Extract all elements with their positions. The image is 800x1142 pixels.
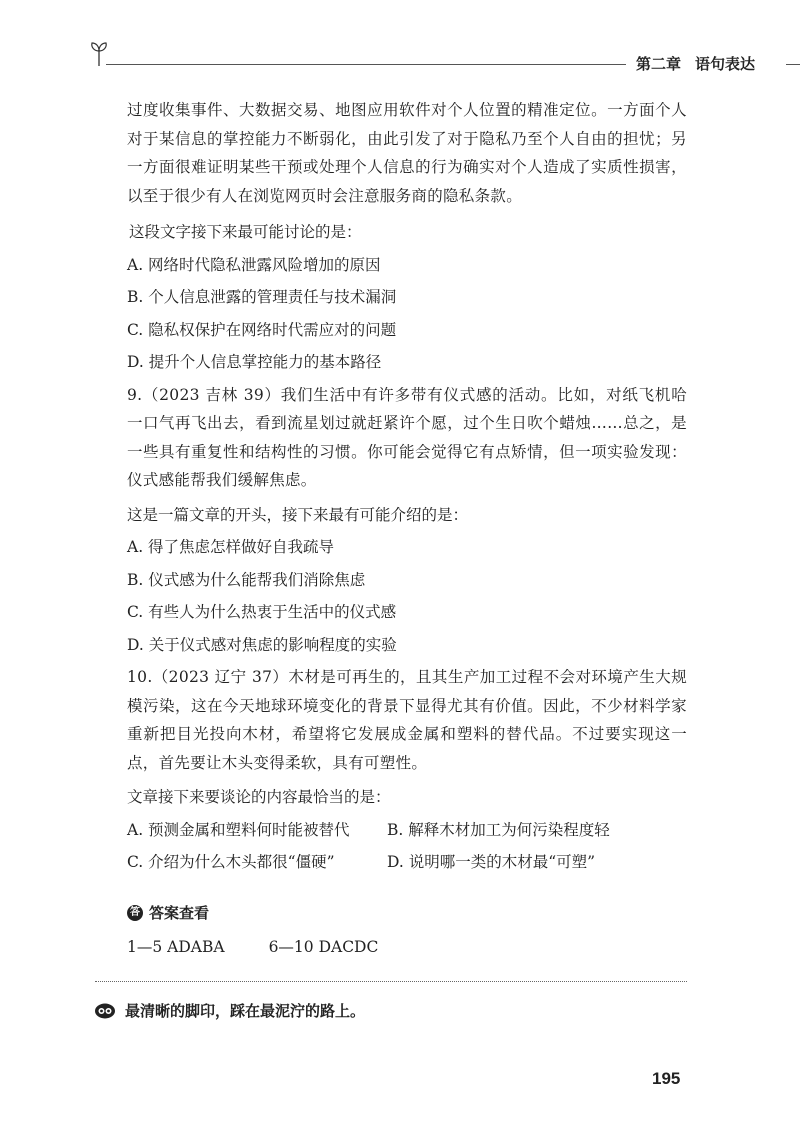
q10-options-row-2 <box>127 846 687 879</box>
q10-options-row-1 <box>127 814 687 847</box>
answer-heading <box>127 897 687 929</box>
owl-icon <box>95 1003 115 1019</box>
chapter-label <box>636 53 755 74</box>
q9-prompt: 这是一篇文章的开头，接下来最有可能介绍的是： <box>127 505 469 524</box>
answer-title: 答案查看 <box>149 903 210 922</box>
q8-option-c: C. 隐私权保护在网络时代需应对的问题 <box>127 320 397 339</box>
q10-stem: 10.（2023 辽宁 37）木材是可再生的，且其生产加工过程不会对环境产生大规模污染，这在今天地球环境变化的背景下显得尤其有价值。因此，不少材料学家重新把目光投向木材，希望将它发展成金属和塑料的替代品。不过要实现这一点，首先要让木头变得柔软，具有可塑性。 <box>127 668 687 772</box>
chapter-section: 语句表达 <box>695 55 756 73</box>
q8-option-d: D. 提升个人信息掌控能力的基本路径 <box>127 353 382 371</box>
q9-option-d: D. 关于仪式感对焦虑的影响程度的实验 <box>127 635 397 654</box>
answer-icon: 答 <box>127 905 143 921</box>
header-rule <box>106 64 626 65</box>
q9-option-a: A. 得了焦虑怎样做好自我疏导 <box>127 538 335 556</box>
q9-option-b: B. 仪式感为什么能帮我们消除焦虑 <box>127 570 366 589</box>
q9-stem: 9.（2023 吉林 39）我们生活中有许多带有仪式感的活动。比如，对纸飞机哈一口气再飞出去，看到流星划过就赶紧许个愿，过个生日吹个蜡烛……总之，是一些具有重复性和结构性的习惯。你可能会觉得它有点矫情，但一项实验发现：仪式感能帮我们缓解焦虑。 <box>127 385 687 489</box>
q10-option-b: B. 解释木材加工为何污染程度轻 <box>387 820 610 839</box>
q8-option-a: A. 网络时代隐私泄露风险增加的原因 <box>127 255 381 274</box>
footer-divider <box>95 981 687 982</box>
answer-group-2: 6—10 DACDC <box>268 937 379 956</box>
q10-option-a: A. 预测金属和塑料何时能被替代 <box>127 820 350 839</box>
answer-group-1: 1—5 ADABA <box>127 937 225 956</box>
intro-paragraph: 过度收集事件、大数据交易、地图应用软件对个人位置的精准定位。一方面个人对于某信息的掌控能力不断弱化，由此引发了对于隐私乃至个人自由的担忧；另一方面很难证明某些干预或处理个人信息的行为确实对个人造成了实质性损害，以至于很少有人在浏览网页时会注意服务商的隐私条款。 <box>127 101 687 205</box>
footer-motto: 最清晰的脚印，踩在最泥泞的路上。 <box>125 1002 366 1020</box>
q10-prompt: 文章接下来要谈论的内容最恰当的是： <box>127 788 391 806</box>
q10-option-c: C. 介绍为什么木头都很“僵硬” <box>127 853 335 871</box>
footer <box>95 1000 365 1021</box>
answer-list <box>127 929 687 965</box>
q9-option-c: C. 有些人为什么热衷于生活中的仪式感 <box>127 603 397 621</box>
q8-prompt: 这段文字接下来最可能讨论的是： <box>129 223 362 241</box>
header-rule-right <box>786 64 800 65</box>
q10-option-d: D. 说明哪一类的木材最“可塑” <box>387 853 596 871</box>
main-content <box>127 96 687 965</box>
q8-option-b: B. 个人信息泄露的管理责任与技术漏洞 <box>127 288 397 306</box>
chapter-number: 第二章 <box>636 55 682 73</box>
page-number: 195 <box>652 1069 681 1088</box>
page-header <box>88 40 760 80</box>
